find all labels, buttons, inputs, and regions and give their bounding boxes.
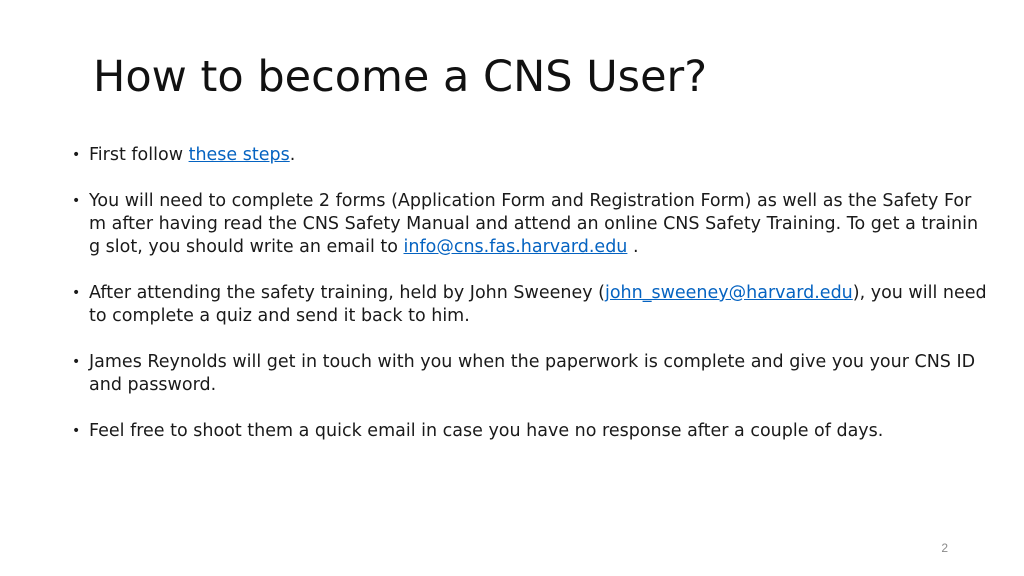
bullet-dot-icon: •: [72, 423, 81, 439]
bullet-text: Feel free to shoot them a quick email in case you have no response after a couple of days.: [89, 421, 884, 441]
slide-title: How to become a CNS User?: [93, 52, 708, 102]
bullet-dot-icon: •: [72, 285, 81, 301]
info-email-link[interactable]: info@cns.fas.harvard.edu: [403, 237, 628, 257]
page-number: 2: [941, 541, 948, 555]
bullet-james-reynolds: [72, 351, 988, 397]
bullet-text: After attending the safety training, held by John Sweeney (: [89, 283, 605, 303]
bullet-list: [72, 144, 988, 466]
john-sweeney-email-link[interactable]: john_sweeney@harvard.edu: [604, 283, 853, 303]
bullet-safety-training: [72, 282, 988, 328]
bullet-feel-free: [72, 420, 988, 443]
bullet-dot-icon: •: [72, 354, 81, 370]
bullet-text: .: [289, 145, 296, 165]
bullet-forms: [72, 190, 988, 259]
these-steps-link[interactable]: these steps: [188, 145, 290, 165]
bullet-first-follow: [72, 144, 988, 167]
bullet-dot-icon: •: [72, 193, 81, 209]
bullet-dot-icon: •: [72, 147, 81, 163]
bullet-text: You will need to complete 2 forms (Application Form and Registration Form) as well as the Safety Form after having read the CNS Safety Manual and attend an online CNS Safety Training. To get a training slot, you should write an email to: [89, 191, 979, 257]
bullet-text: James Reynolds will get in touch with you when the paperwork is complete and give you your CNS ID and password.: [89, 352, 976, 395]
bullet-text: First follow: [89, 145, 189, 165]
bullet-text: .: [627, 237, 639, 257]
bullet-text: ), you will need to complete a quiz and send it back to him.: [89, 283, 987, 326]
